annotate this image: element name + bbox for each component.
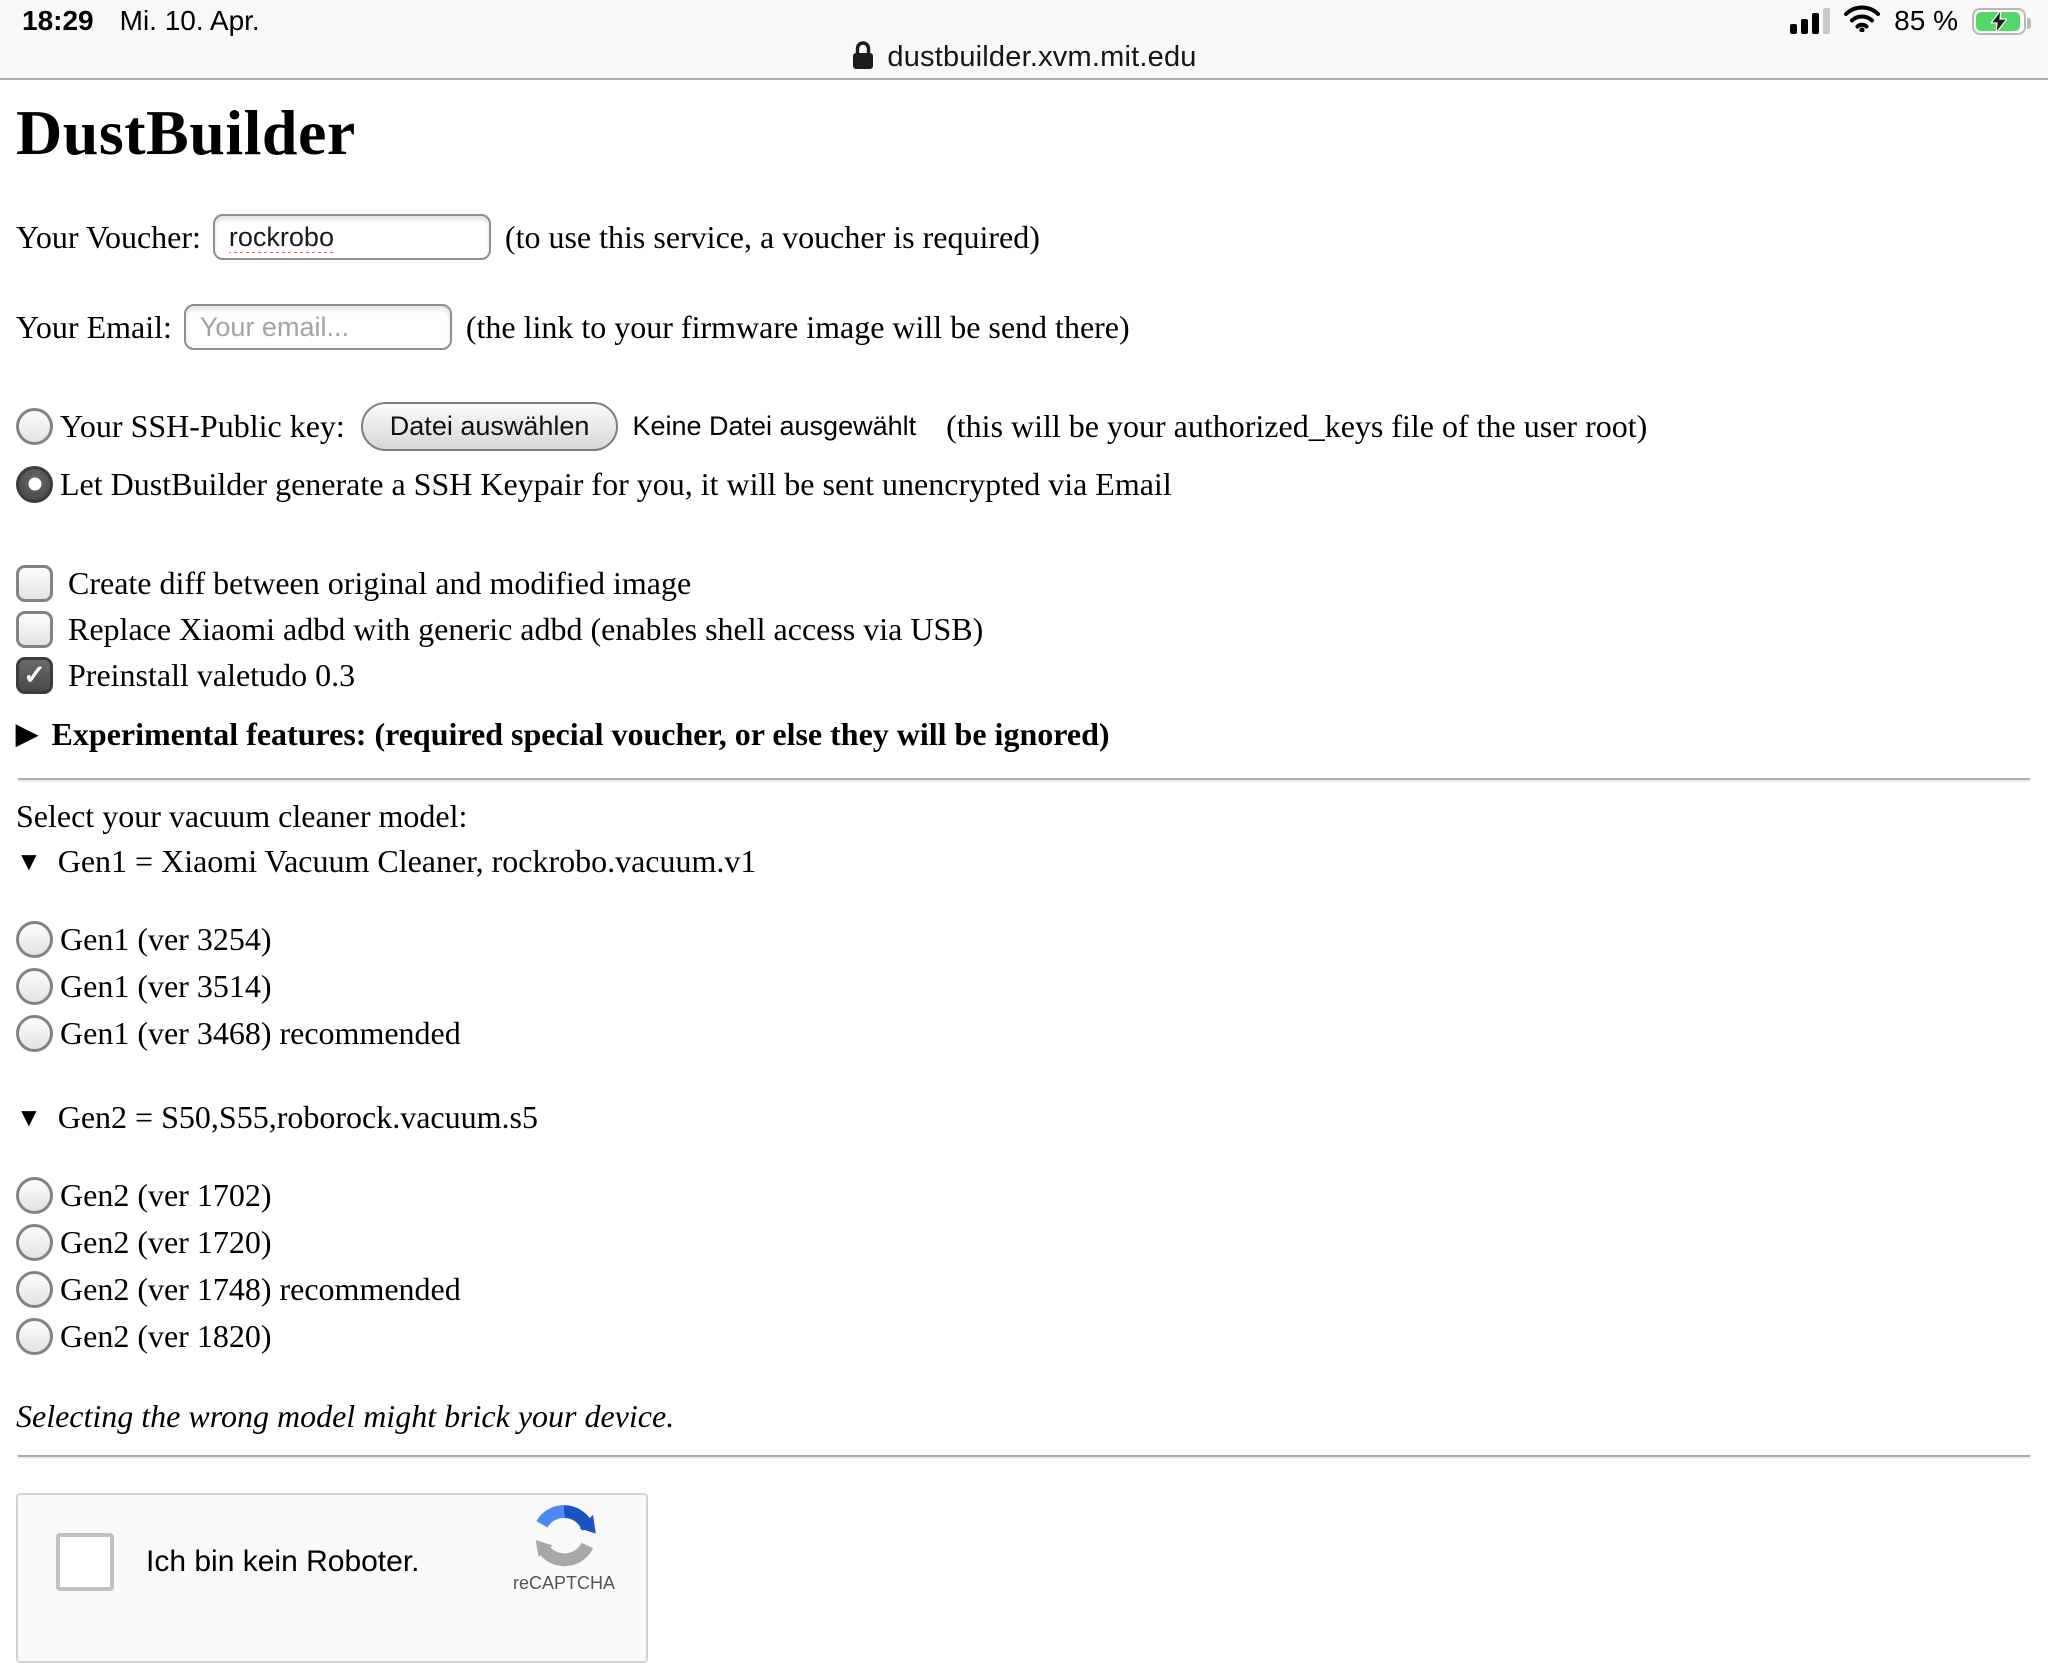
radio-row-gen2-1702 [16, 1172, 2032, 1219]
radio-row-gen2-1820 [16, 1313, 2032, 1360]
recaptcha-label: Ich bin kein Roboter. [146, 1545, 420, 1578]
file-status-text: Keine Datei ausgewählt [632, 410, 917, 441]
ssh-upload-label: Your SSH-Public key: [60, 407, 345, 444]
status-bar [0, 4, 2048, 38]
gen2-group-label: Gen2 = S50,S55,roborock.vacuum.s5 [57, 1099, 538, 1135]
gen1-3514-radio[interactable] [16, 968, 53, 1005]
ssh-generate-option-row [16, 460, 2032, 508]
gen1-3468-radio[interactable] [16, 1015, 53, 1052]
ssh-generate-label: Let DustBuilder generate a SSH Keypair for you, it will be sent unencrypted via Email [60, 465, 1172, 502]
gen2-option-list [16, 1172, 2032, 1360]
gen2-1820-label: Gen2 (ver 1820) [60, 1318, 272, 1354]
wifi-icon [1844, 5, 1880, 37]
create-diff-checkbox[interactable] [16, 565, 53, 602]
voucher-row [16, 214, 2032, 260]
ssh-generate-radio[interactable] [16, 466, 53, 503]
battery-percent: 85 % [1894, 5, 1958, 36]
divider [18, 778, 2030, 780]
preinstall-valetudo-checkbox[interactable] [16, 657, 53, 694]
option-row-adbd [16, 606, 2032, 652]
gen1-group-summary[interactable] [16, 843, 2032, 880]
gen2-1720-radio[interactable] [16, 1224, 53, 1261]
preinstall-valetudo-label: Preinstall valetudo 0.3 [68, 656, 356, 693]
browser-chrome [0, 0, 2048, 80]
radio-row-gen2-1720 [16, 1219, 2032, 1266]
replace-adbd-checkbox[interactable] [16, 611, 53, 648]
experimental-features-summary[interactable] [16, 710, 2032, 758]
gen1-group-label: Gen1 = Xiaomi Vacuum Cleaner, rockrobo.vacuum.v1 [57, 843, 757, 879]
gen1-option-list [16, 916, 2032, 1057]
email-field[interactable] [184, 304, 452, 350]
status-date: Mi. 10. Apr. [119, 5, 260, 36]
replace-adbd-label: Replace Xiaomi adbd with generic adbd (enables shell access via USB) [68, 610, 984, 647]
gen1-3514-label: Gen1 (ver 3514) [60, 968, 272, 1004]
radio-row-gen2-1748 [16, 1266, 2032, 1313]
voucher-hint: (to use this service, a voucher is required) [504, 218, 1040, 255]
brick-warning: Selecting the wrong model might brick your device. [16, 1398, 675, 1434]
ssh-upload-radio[interactable] [16, 408, 53, 445]
radio-row-gen1-3514 [16, 963, 2032, 1010]
gen1-3468-label: Gen1 (ver 3468) recommended [60, 1015, 461, 1051]
url-text: dustbuilder.xvm.mit.edu [887, 40, 1197, 73]
model-section-heading: Select your vacuum cleaner model: [16, 798, 468, 834]
gen1-3254-label: Gen1 (ver 3254) [60, 921, 272, 957]
voucher-input[interactable] [213, 214, 491, 260]
recaptcha-logo-icon [530, 1503, 598, 1571]
checkmark-icon: ✓ [23, 659, 46, 690]
recaptcha-widget [16, 1493, 648, 1663]
cellular-signal-icon [1790, 8, 1830, 34]
page-title: DustBuilder [16, 97, 356, 168]
disclosure-expanded-icon: ▼ [16, 846, 42, 876]
email-row [16, 304, 2032, 350]
ssh-upload-hint: (this will be your authorized_keys file of the user root) [946, 407, 1648, 444]
gen2-group-summary[interactable] [16, 1099, 2032, 1136]
gen2-1820-radio[interactable] [16, 1318, 53, 1355]
radio-row-gen1-3468 [16, 1010, 2032, 1057]
gen2-1702-label: Gen2 (ver 1702) [60, 1177, 272, 1213]
gen2-1702-radio[interactable] [16, 1177, 53, 1214]
gen2-1720-label: Gen2 (ver 1720) [60, 1224, 272, 1260]
gen2-1748-label: Gen2 (ver 1748) recommended [60, 1271, 461, 1307]
email-label: Your Email: [16, 308, 172, 345]
disclosure-expanded-icon: ▼ [16, 1102, 42, 1132]
gen1-3254-radio[interactable] [16, 921, 53, 958]
disclosure-collapsed-icon: ▶ [16, 719, 38, 750]
recaptcha-brand-text: reCAPTCHA [512, 1573, 615, 1593]
address-bar[interactable] [0, 38, 2048, 76]
experimental-features-label: Experimental features: (required special voucher, or else they will be ignored) [51, 715, 1110, 752]
option-row-diff [16, 560, 2032, 606]
status-time: 18:29 [22, 5, 94, 36]
lock-icon [851, 40, 875, 75]
page-content [0, 96, 2048, 1663]
option-row-valetudo [16, 652, 2032, 698]
choose-file-button[interactable]: Datei auswählen [361, 402, 619, 451]
create-diff-label: Create diff between original and modified image [68, 564, 692, 601]
voucher-label: Your Voucher: [16, 218, 201, 255]
gen2-1748-radio[interactable] [16, 1271, 53, 1308]
battery-charging-icon [1972, 8, 2026, 35]
email-hint: (the link to your firmware image will be send there) [465, 308, 1130, 345]
recaptcha-checkbox[interactable] [56, 1533, 114, 1591]
ssh-upload-option-row [16, 402, 2032, 450]
divider [18, 1455, 2030, 1457]
radio-row-gen1-3254 [16, 916, 2032, 963]
